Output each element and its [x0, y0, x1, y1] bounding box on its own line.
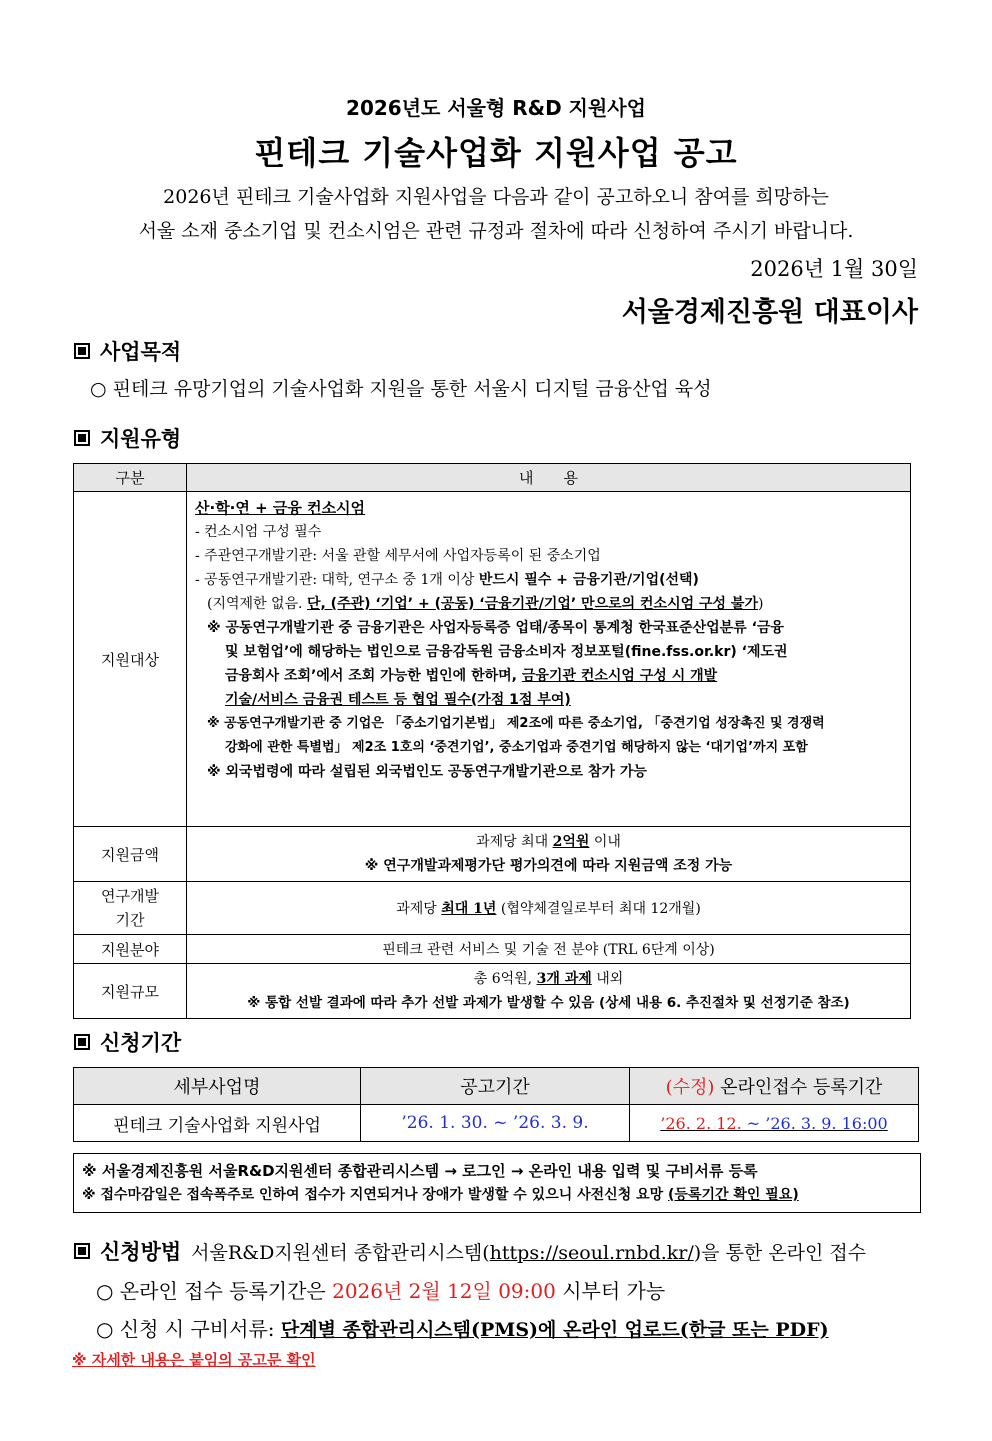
table-row-scale [74, 964, 911, 1019]
scale-line: 총 6억원, 3개 과제 내외 [473, 971, 624, 987]
method-item-2: ○ 신청 시 구비서류: 단계별 종합관리시스템(PMS)에 온라인 업로드(한글 또는 PDF) [96, 1317, 829, 1341]
col-header-notice-period: 공고기간 [361, 1068, 630, 1105]
target-note: ※ 공동연구개발기관 중 금융기관은 사업자등록증 업태/종목이 통계청 한국표준산업분류 ‘금융 [207, 620, 784, 636]
table-row-amount [74, 827, 911, 882]
section-purpose-heading [74, 336, 181, 366]
pms-link[interactable]: https://seoul.rnbd.kr/ [489, 1241, 694, 1264]
target-note: 강화에 관한 특별법」 제2조 1호의 ‘중견기업’, 중소기업과 중견기업 해당하지 않는 ‘대기업’까지 포함 [225, 740, 808, 755]
row-label: 지원대상 [74, 492, 187, 827]
application-notice-box [73, 1153, 921, 1213]
square-bullet-icon [74, 1243, 90, 1259]
square-bullet-icon [74, 1034, 90, 1050]
table-row-field [74, 935, 911, 964]
section-title: 사업목적 [100, 340, 182, 364]
row-label: 연구개발 기간 [74, 882, 187, 935]
row-label: 지원규모 [74, 964, 187, 1019]
notice-subtitle: 2026년도 서울형 R&D 지원사업 [346, 96, 646, 120]
row-label: 지원금액 [74, 827, 187, 882]
notice-title: 핀테크 기술사업화 지원사업 공고 [254, 134, 738, 172]
method-item-1: ○ 온라인 접수 등록기간은 2026년 2월 12일 09:00 시부터 가능 [96, 1279, 666, 1303]
section-title: 신청방법 [100, 1240, 182, 1264]
target-note: 기술/서비스 금융권 테스트 등 협업 필수(가점 1점 부여) [225, 692, 571, 708]
target-line: (지역제한 없음. 단, (주관) ‘기업’ + (공동) ‘금융기관/기업’ 만으로의 컨소시엄 구성 불가) [207, 596, 764, 612]
target-title: 산·학·연 + 금융 컨소시엄 [195, 499, 366, 517]
target-note: ※ 공동연구개발기관 중 기업은 「중소기업기본법」 제2조에 따른 중소기업, 「중견기업 성장촉진 및 경쟁력 [207, 716, 825, 731]
table-row-period [74, 882, 911, 935]
support-type-table [73, 463, 911, 1019]
section-title: 지원유형 [100, 427, 182, 451]
notice-line: ※ 서울경제진흥원 서울R&D지원센터 종합관리시스템 → 로그인 → 온라인 내용 입력 및 구비서류 등록 [82, 1162, 758, 1180]
target-content [187, 492, 911, 827]
amount-content [187, 827, 911, 882]
notice-line: ※ 접수마감일은 접속폭주로 인하여 접수가 지연되거나 장애가 발생할 수 있으니 사전신청 요망 (등록기간 확인 필요) [82, 1187, 799, 1203]
method-description: 서울R&D지원센터 종합관리시스템(https://seoul.rnbd.kr/)을 통한 온라인 접수 [191, 1241, 867, 1264]
section-title: 신청기간 [100, 1031, 182, 1055]
scale-note: ※ 통합 선발 결과에 따라 추가 선발 과제가 발생할 수 있음 (상세 내용 6. 추진절차 및 선정기준 참조) [247, 995, 850, 1011]
row-label: 지원분야 [74, 935, 187, 964]
issuing-organization: 서울경제진흥원 대표이사 [621, 297, 918, 328]
target-note: 및 보험업’에 해당하는 법인으로 금융감독원 금융소비자 정보포털(fine.fss.or.kr) ‘제도권 [225, 644, 788, 660]
registration-period-value: ’26. 2. 12. ~ ’26. 3. 9. 16:00 [630, 1105, 919, 1142]
target-line: - 주관연구개발기관: 서울 관할 세무서에 사업자등록이 된 중소기업 [195, 548, 601, 564]
target-line: - 컨소시엄 구성 필수 [195, 524, 322, 540]
target-note: 금융회사 조회’에서 조회 가능한 법인에 한하며, 금융기관 컨소시엄 구성 시 개발 [225, 668, 718, 684]
final-note: ※ 자세한 내용은 붙임의 공고문 확인 [72, 1351, 316, 1369]
notice-date: 2026년 1월 30일 [750, 257, 918, 281]
col-header-content: 내 용 [187, 464, 911, 492]
square-bullet-icon [74, 343, 90, 359]
table-row [74, 1105, 919, 1142]
section-support-type-heading [74, 423, 181, 453]
target-note: ※ 외국법령에 따라 설립된 외국법인도 공동연구개발기관으로 참가 가능 [207, 764, 647, 780]
notice-period-value: ’26. 1. 30. ~ ’26. 3. 9. [361, 1105, 630, 1142]
target-line: - 공동연구개발기관: 대학, 연구소 중 1개 이상 반드시 필수 + 금융기관/기업(선택) [195, 572, 699, 588]
field-content: 핀테크 관련 서비스 및 기술 전 분야 (TRL 6단계 이상) [187, 935, 911, 964]
square-bullet-icon [74, 430, 90, 446]
intro-line-2: 서울 소재 중소기업 및 컨소시엄은 관련 규정과 절차에 따라 신청하여 주시기 바랍니다. [138, 220, 854, 242]
col-header-category: 구분 [74, 464, 187, 492]
scale-content [187, 964, 911, 1019]
intro-text [60, 180, 932, 248]
intro-line-1: 2026년 핀테크 기술사업화 지원사업을 다음과 같이 공고하오니 참여를 희망하는 [163, 186, 829, 208]
table-row-target [74, 492, 911, 827]
amount-note: ※ 연구개발과제평가단 평가의견에 따라 지원금액 조정 가능 [364, 858, 733, 874]
section-method-heading [74, 1236, 866, 1266]
application-period-table [73, 1067, 919, 1142]
program-name: 핀테크 기술사업화 지원사업 [74, 1105, 361, 1142]
col-header-program: 세부사업명 [74, 1068, 361, 1105]
amount-line: 과제당 최대 2억원 이내 [476, 834, 621, 850]
period-content: 과제당 최대 1년 (협약체결일로부터 최대 12개월) [187, 882, 911, 935]
section-period-heading [74, 1027, 181, 1057]
purpose-text: ○ 핀테크 유망기업의 기술사업화 지원을 통한 서울시 디지털 금융산업 육성 [90, 378, 712, 400]
col-header-registration-period: (수정) 온라인접수 등록기간 [630, 1068, 919, 1105]
